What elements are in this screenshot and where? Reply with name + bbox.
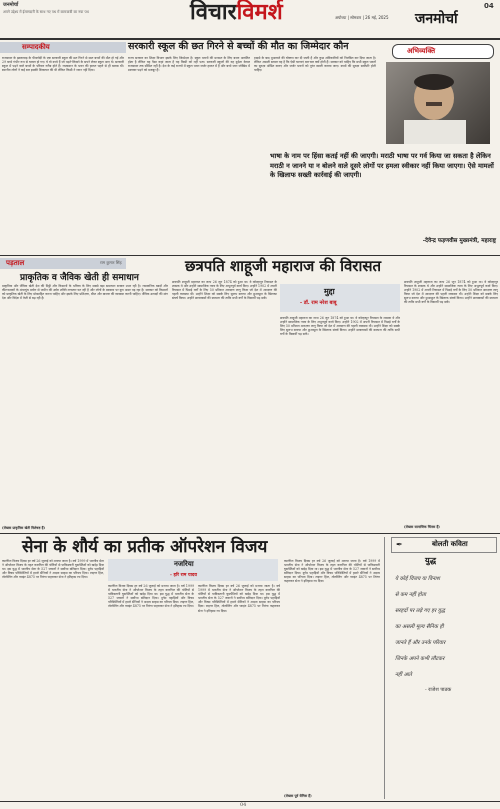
masthead-vichar: विचार bbox=[190, 0, 237, 25]
sena-najariya-box bbox=[108, 559, 278, 581]
section-rule-2 bbox=[0, 533, 500, 534]
shahu-author: - डॉ. राम नरेश बाबू bbox=[300, 300, 337, 306]
najariya-label: नजरिया bbox=[174, 560, 194, 568]
masthead-left-note: अपने उद्देश्य में ईमानदारी के साथ नए पथ में कामयाबी का नया पथ bbox=[3, 10, 89, 14]
shahu-col3: छत्रपति शाहूजी महाराज का जन्म 26 जून 1874 को हुआ था। वे कोल्हापुर रियासत के शासक थे और उन्होंने सामाजिक न्याय के लिए अभूतपूर्व कार्य किए। उन्होंने 1902 में अपनी रियासत में पिछड़े वर्गों के लिए 50 प्रतिशत आरक्षण लागू किया जो देश में आरक्षण की पहली व्यवस्था थी। उन्होंने शिक्षा को सबके लिए सुलभ बनाया और छुआछूत के खिलाफ संघर्ष किया। उन्होंने छात्रावासों की स्थापना की ताकि सभी वर्गों के विद्यार्थी पढ़ सकें। bbox=[404, 280, 498, 305]
poem-poet: - राजेश पाठक bbox=[425, 687, 452, 693]
poem-line: का असली मूल्य सैनिक ही bbox=[395, 624, 444, 630]
shahu-col2: छत्रपति शाहूजी महाराज का जन्म 26 जून 1874 को हुआ था। वे कोल्हापुर रियासत के शासक थे और उन्होंने सामाजिक न्याय के लिए अभूतपूर्व कार्य किए। उन्होंने 1902 में अपनी रियासत में पिछड़े वर्गों के लिए 50 प्रतिशत आरक्षण लागू किया जो देश में आरक्षण की पहली व्यवस्था थी। उन्होंने शिक्षा को सबके लिए सुलभ बनाया और छुआछूत के खिलाफ संघर्ष किया। उन्होंने छात्रावासों की स्थापना की ताकि सभी वर्गों के विद्यार्थी पढ़ सकें। bbox=[280, 316, 400, 337]
poem-label: बोलती कविता bbox=[432, 540, 468, 548]
sena-author: - हरि राम यादव bbox=[170, 573, 197, 578]
footer-rule bbox=[0, 801, 500, 802]
abhivyakti-attribution: -देवेन्द्र फड़णवीस मुख्यमंत्री, महाराष्ट्र bbox=[422, 238, 496, 244]
date-line: अयोध्या | सोमवार | 26 मई, 2025 bbox=[335, 15, 389, 20]
poem-line: नहीं आते bbox=[395, 672, 412, 678]
poem-line: ये कोई विजय या विनाश bbox=[395, 576, 440, 582]
masthead bbox=[0, 0, 500, 40]
fadnavis-photo bbox=[386, 62, 490, 144]
poem-title: युद्ध bbox=[425, 556, 437, 565]
poem-line: सरहदों पर लड़े गए हर युद्ध bbox=[395, 608, 445, 614]
masthead-rule bbox=[0, 38, 500, 40]
masthead-vimarsh: विमर्श bbox=[236, 0, 283, 25]
abhivyakti-label: अभिव्यक्ति bbox=[392, 44, 494, 59]
masthead-left-brand: जनमोर्चा bbox=[3, 2, 19, 8]
poem-lines bbox=[395, 571, 495, 683]
page-number: 04 bbox=[484, 2, 494, 10]
shahu-mudda-box bbox=[280, 284, 400, 312]
shahu-col1: छत्रपति शाहूजी महाराज का जन्म 26 जून 1874 को हुआ था। वे कोल्हापुर रियासत के शासक थे और उन्होंने सामाजिक न्याय के लिए अभूतपूर्व कार्य किए। उन्होंने 1902 में अपनी रियासत में पिछड़े वर्गों के लिए 50 प्रतिशत आरक्षण लागू किया जो देश में आरक्षण की पहली व्यवस्था थी। उन्होंने शिक्षा को सबके लिए सुलभ बनाया और छुआछूत के खिलाफ संघर्ष किया। उन्होंने छात्रावासों की स्थापना की ताकि सभी वर्गों के विद्यार्थी पढ़ सकें। bbox=[172, 280, 277, 301]
sena-col4: कारगिल विजय दिवस हर वर्ष 26 जुलाई को मनाया जाता है। वर्ष 1999 में भारतीय सेना ने ऑपरेशन विजय के तहत कारगिल की चोटियों से पाकिस्तानी घुसपैठियों को खदेड़ दिया था। इस युद्ध में भारतीय सेना के 527 जवानों ने सर्वोच्च बलिदान दिया। दुर्गम पहाड़ियों और विषम परिस्थितियों में हमारे सैनिकों ने अदम्य साहस का परिचय दिया। टाइगर हिल, तोलोलिंग और प्वाइंट 4875 पर तिरंगा फहराकर सेना ने इतिहास रच दिया। bbox=[284, 559, 380, 584]
padtal-label: पड़ताल bbox=[0, 258, 126, 269]
sena-headline: सेना के शौर्य का प्रतीक ऑपरेशन विजय bbox=[22, 537, 268, 557]
poem-line: से कम नहीं होता bbox=[395, 592, 426, 598]
sena-col3: कारगिल विजय दिवस हर वर्ष 26 जुलाई को मनाया जाता है। वर्ष 1999 में भारतीय सेना ने ऑपरेशन विजय के तहत कारगिल की चोटियों से पाकिस्तानी घुसपैठियों को खदेड़ दिया था। इस युद्ध में भारतीय सेना के 527 जवानों ने सर्वोच्च बलिदान दिया। दुर्गम पहाड़ियों और विषम परिस्थितियों में हमारे सैनिकों ने अदम्य साहस का परिचय दिया। टाइगर हिल, तोलोलिंग और प्वाइंट 4875 पर तिरंगा फहराकर सेना ने इतिहास रच दिया। bbox=[198, 584, 280, 613]
brand-logo: जनमोर्चा bbox=[415, 11, 458, 27]
padtal-body: प्राकृतिक और जैविक खेती देश की मिट्टी और किसानों के भविष्य के लिए सबसे बड़ा समाधान बनकर उभर रही है। रासायनिक खादों और कीटनाशकों के अंधाधुंध प्रयोग से जमीन की उर्वरा शक्ति लगातार घट रही है और लोगों के स्वास्थ्य पर बुरा असर पड़ रहा है। सरकार को किसानों को प्राकृतिक खेती के लिए प्रोत्साहित करना चाहिए और इसके लिए प्रशिक्षण, बीज और बाजार की व्यवस्था करनी चाहिए। जैविक उत्पादों की मांग देश और विदेश में तेजी से बढ़ रही है। bbox=[2, 284, 168, 301]
padtal-credit: (लेखक प्राकृतिक खेती विशेषज्ञ हैं) bbox=[2, 526, 46, 530]
padtal-headline: प्राकृतिक व जैविक खेती ही समाधान bbox=[20, 273, 139, 283]
abhivyakti-quote: भाषा के नाम पर हिंसा कतई नहीं की जाएगी। मराठी भाषा पर गर्व किया जा सकता है लेकिन मराठी न जानने या न बोलने वाले दूसरे लोगों पर हमला स्वीकार नहीं किया जाएगा। ऐसे मामलों के खिलाफ सख्ती कार्रवाई की जाएगी। bbox=[270, 152, 494, 180]
shahu-headline: छत्रपति शाहूजी महाराज की विरासत bbox=[185, 257, 382, 275]
poem-line: जिनके अपने कभी लौटकर bbox=[395, 656, 445, 662]
editorial-headline: सरकारी स्कूल की छत गिरने से बच्चों की मौत का जिम्मेदार कौन bbox=[128, 41, 349, 52]
footer-page-number: 04 bbox=[240, 802, 247, 808]
sena-col1: कारगिल विजय दिवस हर वर्ष 26 जुलाई को मनाया जाता है। वर्ष 1999 में भारतीय सेना ने ऑपरेशन विजय के तहत कारगिल की चोटियों से पाकिस्तानी घुसपैठियों को खदेड़ दिया था। इस युद्ध में भारतीय सेना के 527 जवानों ने सर्वोच्च बलिदान दिया। दुर्गम पहाड़ियों और विषम परिस्थितियों में हमारे सैनिकों ने अदम्य साहस का परिचय दिया। टाइगर हिल, तोलोलिंग और प्वाइंट 4875 पर तिरंगा फहराकर सेना ने इतिहास रच दिया। bbox=[2, 559, 104, 580]
abhivyakti-box bbox=[380, 42, 498, 254]
padtal-byline: राम कुमार सिंह bbox=[100, 260, 122, 265]
sena-credit: (लेखक पूर्व सैनिक हैं) bbox=[284, 794, 312, 798]
poem-line: जानते हैं और उनके परिवार bbox=[395, 640, 446, 646]
editorial-col3: हादसे के बाद मुआवजे की घोषणा कर दी जाती है और कुछ अधिकारियों को निलंबित कर दिया जाता है। लेकिन असली सवाल यह है कि ऐसी घटनाएं बार-बार क्यों होती हैं। सरकार को चाहिए कि सभी स्कूल भवनों का सुरक्षा ऑडिट कराए और जर्जर भवनों को तुरंत खाली कराया जाए। बच्चों की सुरक्षा सर्वोपरि होनी चाहिए। bbox=[254, 56, 376, 73]
pen-icon: ✒ bbox=[396, 540, 403, 549]
section-rule-1 bbox=[0, 255, 500, 256]
shahu-credit: (लेखक सामाजिक चिंतक हैं) bbox=[404, 525, 440, 529]
person-photo-icon bbox=[386, 62, 490, 144]
editorial-label: सम्पादकीय bbox=[0, 42, 126, 53]
editorial-col1: राजस्थान के झालावाड़ के पीपलोदी के एक सरकारी स्कूल की छत गिरने से सात बच्चों की मौत हो गई और 29 बच्चे गंभीर रूप से घायल हो गए। ये वो बच्चे हैं जो पढ़ने-लिखने के सपने लेकर स्कूल आए थे। सरकारी स्कूल में पढ़ने वाले बच्चों के परिवार गरीब होते हैं। राजस्थान के भवन की हालत पहले से ही खराब थी। स्थानीय लोगों ने कई बार इसकी शिकायत की थी लेकिन किसी ने ध्यान नहीं दिया। bbox=[2, 56, 124, 73]
poem-header bbox=[391, 537, 497, 553]
sena-col2: कारगिल विजय दिवस हर वर्ष 26 जुलाई को मनाया जाता है। वर्ष 1999 में भारतीय सेना ने ऑपरेशन विजय के तहत कारगिल की चोटियों से पाकिस्तानी घुसपैठियों को खदेड़ दिया था। इस युद्ध में भारतीय सेना के 527 जवानों ने सर्वोच्च बलिदान दिया। दुर्गम पहाड़ियों और विषम परिस्थितियों में हमारे सैनिकों ने अदम्य साहस का परिचय दिया। टाइगर हिल, तोलोलिंग और प्वाइंट 4875 पर तिरंगा फहराकर सेना ने इतिहास रच दिया। bbox=[108, 584, 194, 609]
masthead-title bbox=[190, 1, 283, 25]
editorial-col2: राज्य सरकार का शिक्षा विभाग इसके लिए जिम्मेदार है। स्कूल भवनों की मरम्मत के लिए बजट आवंटित होता है लेकिन वह पैसा कहां जाता है यह किसी को नहीं पता। सरकारी स्कूलों की यह दुर्दशा केवल राजस्थान तक सीमित नहीं है। देश के कई राज्यों में स्कूल भवन जर्जर हालत में हैं और बच्चे जान जोखिम में डालकर पढ़ने को मजबूर हैं। bbox=[128, 56, 250, 73]
poem-box bbox=[384, 537, 499, 799]
mudda-label: मुद्दा bbox=[324, 287, 335, 296]
